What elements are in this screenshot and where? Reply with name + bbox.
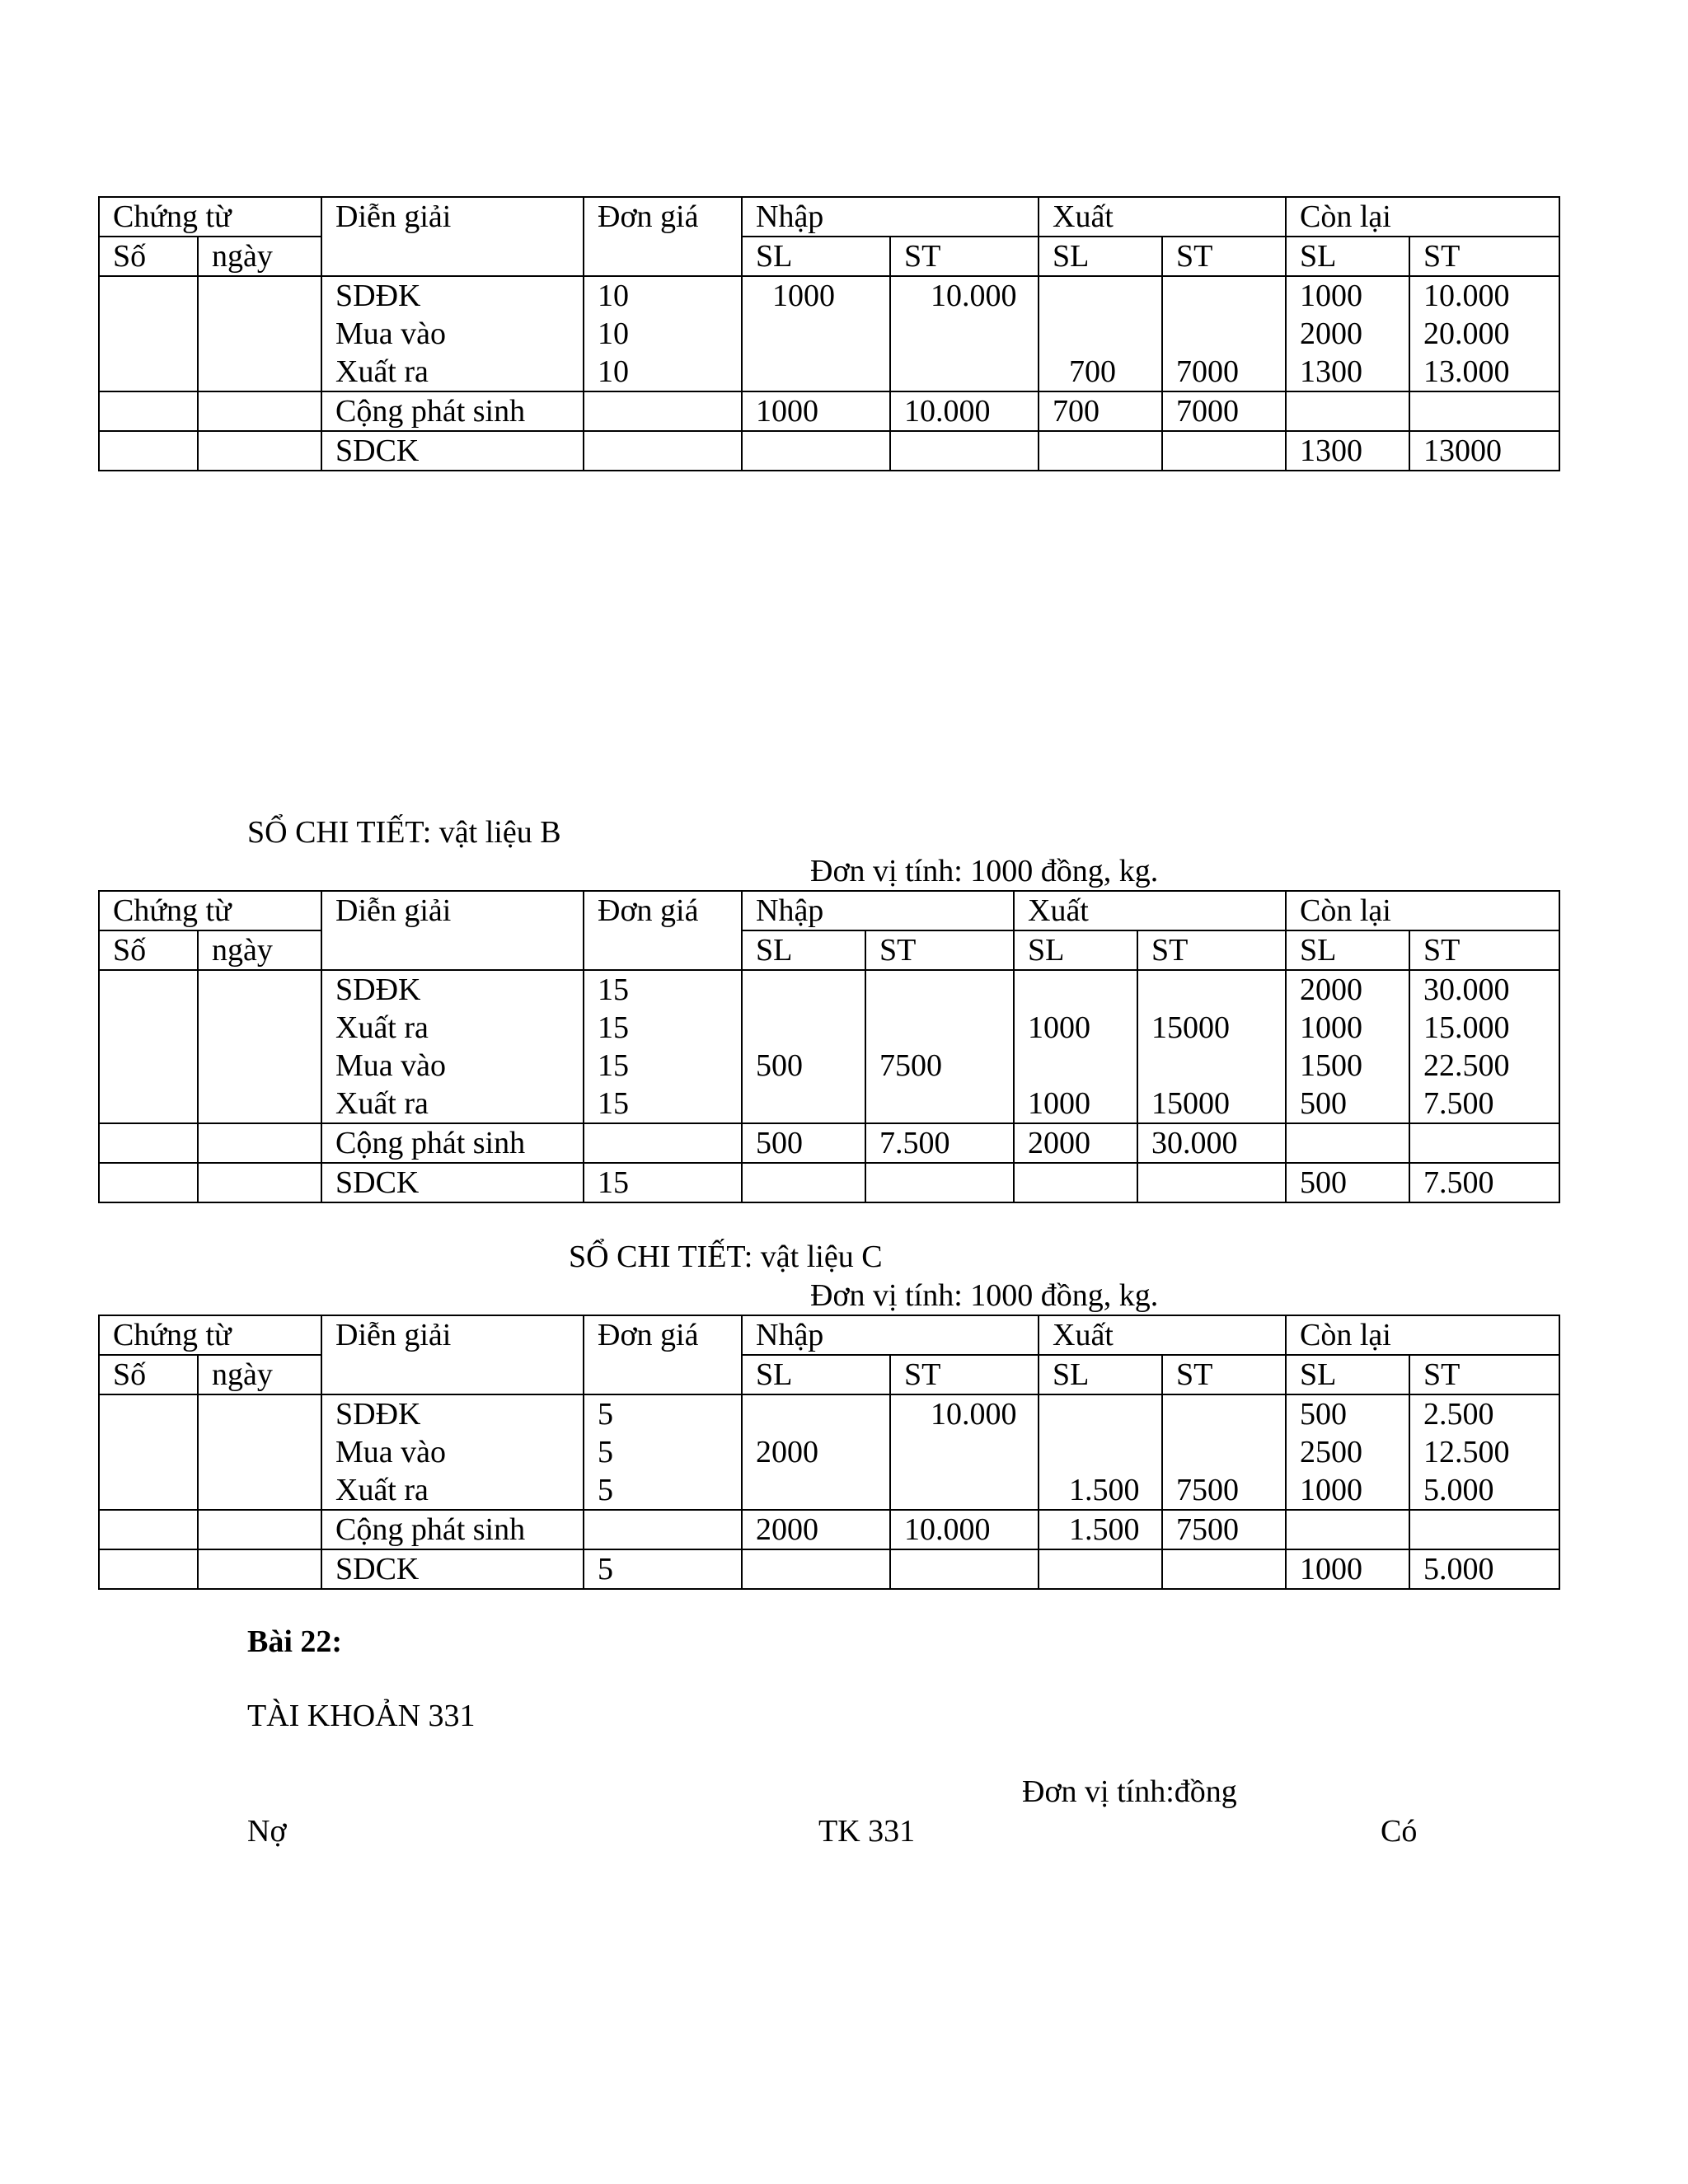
header-don-gia: Đơn giá xyxy=(584,891,742,970)
ledger-c-unit: Đơn vị tính: 1000 đồng, kg. xyxy=(810,1278,1159,1313)
ledger-table-b xyxy=(98,890,1560,1203)
header-con-sl: SL xyxy=(1286,1355,1409,1394)
header-con-sl: SL xyxy=(1286,237,1409,276)
header-chung-tu: Chứng từ xyxy=(99,1315,321,1355)
header-con-st: ST xyxy=(1409,1355,1559,1394)
header-dien-giai: Diễn giải xyxy=(321,197,584,276)
xuat-sl-cell: 1.500 xyxy=(1039,1394,1162,1510)
table-row xyxy=(99,276,1559,391)
nhap-st-cell: 10.000 xyxy=(890,1394,1039,1510)
debit-label: Nợ xyxy=(247,1814,287,1849)
header-don-gia: Đơn giá xyxy=(584,1315,742,1394)
header-so: Số xyxy=(99,237,198,276)
header-dien-giai: Diễn giải xyxy=(321,891,584,970)
nhap-sl-cell: 1000 xyxy=(742,276,890,391)
header-con-lai: Còn lại xyxy=(1286,891,1559,930)
con-sl-cell: 1000 2000 1300 xyxy=(1286,276,1409,391)
xuat-sl-cell: 1000 1000 xyxy=(1014,970,1137,1123)
don-gia-cell: 10 10 10 xyxy=(584,276,742,391)
nhap-st-cell: 7500 xyxy=(865,970,1014,1123)
header-ngay: ngày xyxy=(198,237,321,276)
con-st-cell: 30.000 15.000 22.500 7.500 xyxy=(1409,970,1559,1123)
header-nhap-sl: SL xyxy=(742,1355,890,1394)
header-so: Số xyxy=(99,1355,198,1394)
ledger-b-title: SỔ CHI TIẾT: vật liệu B xyxy=(247,815,561,850)
header-nhap: Nhập xyxy=(742,1315,1039,1355)
dien-giai-cell: SDĐK Mua vào Xuất ra xyxy=(321,1394,584,1510)
table-row xyxy=(99,1394,1559,1510)
exercise-heading: Bài 22: xyxy=(247,1624,343,1659)
dien-giai-cell: SDĐK Xuất ra Mua vào Xuất ra xyxy=(321,970,584,1123)
dien-giai-cell: SDĐK Mua vào Xuất ra xyxy=(321,276,584,391)
header-ngay: ngày xyxy=(198,1355,321,1394)
xuat-st-cell: 7500 xyxy=(1162,1394,1286,1510)
header-xuat-st: ST xyxy=(1137,930,1286,970)
header-xuat: Xuất xyxy=(1039,1315,1286,1355)
nhap-sl-cell: 500 xyxy=(742,970,865,1123)
table-row-total: Cộng phát sinh 1000 10.000 700 7000 xyxy=(99,391,1559,431)
con-sl-cell: 2000 1000 1500 500 xyxy=(1286,970,1409,1123)
header-nhap-sl: SL xyxy=(742,237,890,276)
header-so: Số xyxy=(99,930,198,970)
don-gia-cell: 15 15 15 15 xyxy=(584,970,742,1123)
header-xuat: Xuất xyxy=(1014,891,1286,930)
con-st-cell: 2.500 12.500 5.000 xyxy=(1409,1394,1559,1510)
header-xuat: Xuất xyxy=(1039,197,1286,237)
table-row-end-balance: SDCK 5 1000 5.000 xyxy=(99,1549,1559,1589)
header-xuat-st: ST xyxy=(1162,1355,1286,1394)
header-con-lai: Còn lại xyxy=(1286,197,1559,237)
con-sl-cell: 500 2500 1000 xyxy=(1286,1394,1409,1510)
header-don-gia: Đơn giá xyxy=(584,197,742,276)
table-row-end-balance: SDCK 1300 13000 xyxy=(99,431,1559,471)
ledger-table-a xyxy=(98,196,1560,471)
table-row-total: Cộng phát sinh 2000 10.000 1.500 7500 xyxy=(99,1510,1559,1549)
account-unit: Đơn vị tính:đồng xyxy=(1022,1774,1237,1809)
header-xuat-sl: SL xyxy=(1014,930,1137,970)
table-row xyxy=(99,970,1559,1123)
table-row-end-balance: SDCK 15 500 7.500 xyxy=(99,1163,1559,1202)
credit-label: Có xyxy=(1381,1814,1418,1849)
header-xuat-sl: SL xyxy=(1039,1355,1162,1394)
account-title: TÀI KHOẢN 331 xyxy=(247,1699,476,1733)
xuat-sl-cell: 700 xyxy=(1039,276,1162,391)
ledger-c-title: SỔ CHI TIẾT: vật liệu C xyxy=(569,1240,883,1274)
nhap-sl-cell: 2000 xyxy=(742,1394,890,1510)
table-row-total: Cộng phát sinh 500 7.500 2000 30.000 xyxy=(99,1123,1559,1163)
header-nhap: Nhập xyxy=(742,197,1039,237)
ledger-table-c xyxy=(98,1315,1560,1590)
con-st-cell: 10.000 20.000 13.000 xyxy=(1409,276,1559,391)
header-chung-tu: Chứng từ xyxy=(99,197,321,237)
account-label: TK 331 xyxy=(818,1814,916,1849)
header-nhap-st: ST xyxy=(865,930,1014,970)
header-nhap-st: ST xyxy=(890,1355,1039,1394)
ledger-b-unit: Đơn vị tính: 1000 đồng, kg. xyxy=(810,854,1159,888)
xuat-st-cell: 7000 xyxy=(1162,276,1286,391)
header-dien-giai: Diễn giải xyxy=(321,1315,584,1394)
xuat-st-cell: 15000 15000 xyxy=(1137,970,1286,1123)
header-xuat-st: ST xyxy=(1162,237,1286,276)
header-ngay: ngày xyxy=(198,930,321,970)
don-gia-cell: 5 5 5 xyxy=(584,1394,742,1510)
header-nhap: Nhập xyxy=(742,891,1014,930)
header-chung-tu: Chứng từ xyxy=(99,891,321,930)
header-con-lai: Còn lại xyxy=(1286,1315,1559,1355)
header-nhap-st: ST xyxy=(890,237,1039,276)
nhap-st-cell: 10.000 xyxy=(890,276,1039,391)
header-xuat-sl: SL xyxy=(1039,237,1162,276)
header-nhap-sl: SL xyxy=(742,930,865,970)
header-con-sl: SL xyxy=(1286,930,1409,970)
header-con-st: ST xyxy=(1409,930,1559,970)
header-con-st: ST xyxy=(1409,237,1559,276)
